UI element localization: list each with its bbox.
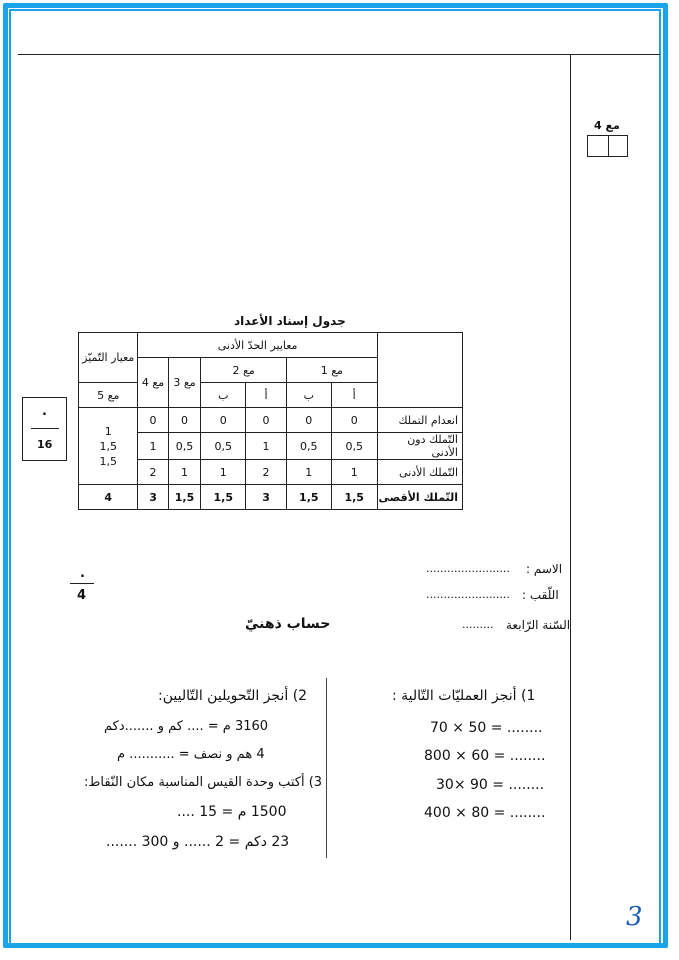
cell: 1: [201, 460, 246, 485]
total-score-box: [22, 397, 67, 461]
cell: 0: [168, 408, 201, 433]
grade-label: السّنة الرّابعة: [506, 618, 571, 632]
column-separator: [326, 678, 327, 858]
cell: 0,5: [168, 433, 201, 460]
exercise1-item: 30× 90 = ........: [436, 777, 545, 793]
section-score-top: .: [80, 566, 85, 581]
page-number: 3: [626, 902, 643, 932]
cell: 1: [138, 433, 168, 460]
exercise2-item: 4 هم و نصف = ........... م: [117, 747, 265, 762]
cell: 3: [246, 485, 287, 510]
exercise1-item: 70 × 50 = ........: [430, 720, 543, 736]
cell: 0: [331, 408, 377, 433]
c5-value: 1,5: [99, 439, 117, 453]
corner-cell: [377, 333, 462, 408]
exercise1-item: 800 × 60 = ........: [424, 748, 546, 764]
header-excellence: معيار التّميّز: [79, 333, 138, 383]
total-score-bottom: 16: [37, 438, 53, 451]
section-score-bottom: 4: [77, 588, 87, 603]
section-score-line: [70, 583, 94, 584]
grade-field[interactable]: .........: [462, 618, 494, 631]
cell: 1,5: [331, 485, 377, 510]
cell: 4: [79, 485, 138, 510]
header-c5: مع 5: [79, 383, 138, 408]
cell: 3: [138, 485, 168, 510]
surname-label: اللّقب :: [522, 588, 559, 602]
row-label: التّملك الأقصى: [377, 485, 462, 510]
exercise1-item: 400 × 80 = ........: [424, 805, 546, 821]
cell: 1: [286, 460, 331, 485]
cell: 0: [201, 408, 246, 433]
sub-c2b: ب: [201, 383, 246, 408]
total-score-top: .: [42, 404, 47, 419]
criterion-label: مع 4: [594, 119, 620, 132]
cell: 0,5: [201, 433, 246, 460]
exercise1-title: 1) أنجز العمليّات التّالية :: [392, 688, 536, 704]
header-minimum: معايير الحدّ الأدنى: [138, 333, 377, 358]
exercise3-item: 23 دكم = 2 ...... و 300 .......: [106, 834, 290, 850]
section-title: حساب ذهنيّ: [245, 616, 331, 632]
cell: 1: [246, 433, 287, 460]
cell: 0: [138, 408, 168, 433]
margin-rule: [570, 55, 571, 940]
name-label: الاسم :: [526, 562, 563, 576]
exercise2-item: 3160 م = .... كم و .......دكم: [104, 719, 269, 734]
sub-c1a: أ: [331, 383, 377, 408]
sub-c2a: أ: [246, 383, 287, 408]
criterion-score-box: [587, 135, 628, 157]
c5-value: 1,5: [99, 454, 117, 468]
cell: 2: [138, 460, 168, 485]
exercise2-title: 2) أنجز التّحويلين التّاليين:: [158, 688, 308, 704]
header-c1: مع 1: [286, 358, 377, 383]
cell: 1,5: [201, 485, 246, 510]
c5-cell: [79, 408, 138, 485]
top-rule: [18, 54, 660, 55]
cell: 1: [331, 460, 377, 485]
header-c2: مع 2: [201, 358, 287, 383]
cell: 0: [286, 408, 331, 433]
cell: 1,5: [168, 485, 201, 510]
header-c4: مع 4: [138, 358, 168, 408]
cell: 0,5: [331, 433, 377, 460]
row-label: انعدام التملك: [377, 408, 462, 433]
exercise3-title: 3) أكتب وحدة القيس المناسبة مكان النّقاط:: [84, 775, 323, 790]
cell: 1,5: [286, 485, 331, 510]
row-label: التّملك الأدنى: [377, 460, 462, 485]
grades-table: [78, 332, 463, 510]
name-field[interactable]: ........................: [426, 562, 510, 575]
exercise3-item: 1500 م = 15 ....: [177, 804, 287, 820]
cell: 1: [168, 460, 201, 485]
sub-c1b: ب: [286, 383, 331, 408]
cell: 0,5: [286, 433, 331, 460]
cell: 0: [246, 408, 287, 433]
cell: 2: [246, 460, 287, 485]
table-title: جدول إسناد الأعداد: [234, 314, 346, 328]
c5-value: 1: [104, 424, 112, 438]
header-c3: مع 3: [168, 358, 201, 408]
surname-field[interactable]: ........................: [426, 588, 510, 601]
row-label: التّملك دون الأدنى: [377, 433, 462, 460]
